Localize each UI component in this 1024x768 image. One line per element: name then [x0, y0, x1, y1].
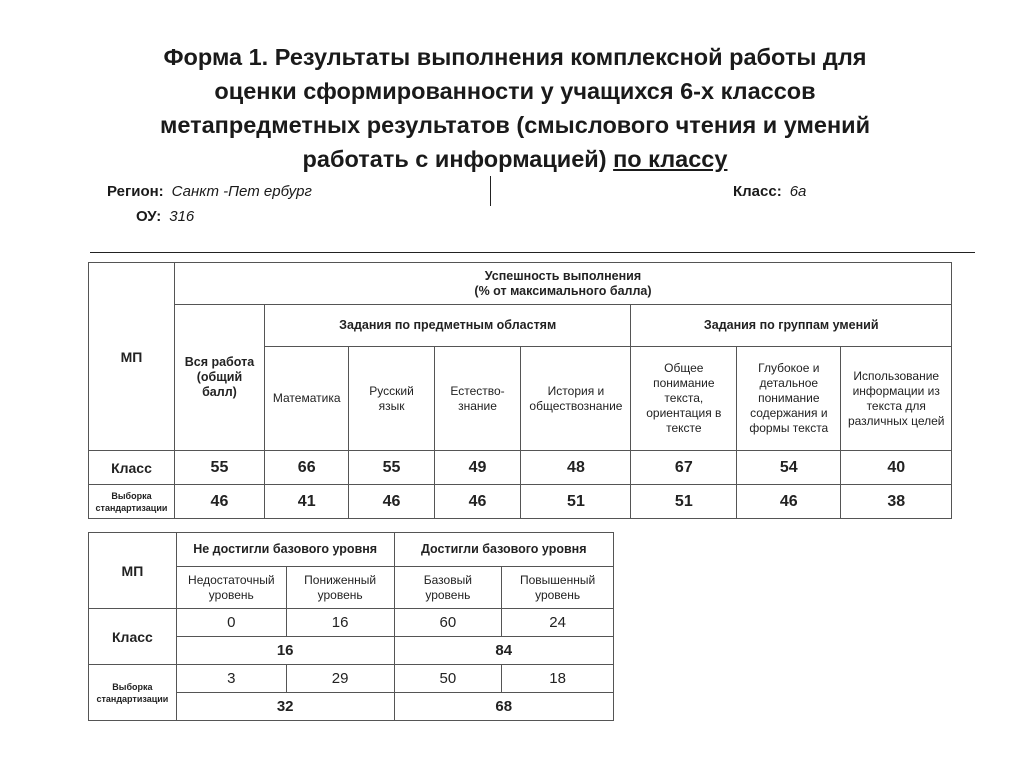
cell-value: 54 [737, 451, 841, 485]
mp-header: МП [89, 533, 177, 609]
cell-value: 38 [841, 485, 952, 519]
cell-value: 40 [841, 451, 952, 485]
table-row [89, 451, 952, 485]
title-line-1: Форма 1. Результаты выполнения комплексной работы для [163, 44, 867, 70]
region-value: Санкт -Пет ербург [171, 183, 312, 200]
cell-value: 55 [174, 451, 264, 485]
cell-value: 46 [737, 485, 841, 519]
cell-value: 46 [174, 485, 264, 519]
mp-header: МП [89, 263, 175, 451]
cell-value: 50 [394, 665, 502, 693]
row-label: Класс [89, 609, 177, 665]
row-label: Класс [89, 451, 175, 485]
reached-header: Достигли базового уровня [394, 533, 614, 567]
title-line-4 [90, 142, 940, 176]
cell-value: 0 [176, 609, 286, 637]
meta-divider [490, 176, 491, 206]
level-header: Базовый уровень [394, 567, 502, 609]
title-line-2: оценки сформированности у учащихся 6-х классов [214, 78, 816, 104]
cell-value: 46 [434, 485, 521, 519]
cell-value: 60 [394, 609, 502, 637]
cell-value: 51 [631, 485, 737, 519]
skills-tasks-header: Задания по группам умений [631, 305, 952, 347]
ou-value: 316 [169, 208, 195, 225]
class-field [733, 183, 806, 200]
level-table [88, 532, 614, 721]
col-header: Естество-знание [434, 347, 521, 451]
cell-value: 66 [264, 451, 349, 485]
subject-tasks-header: Задания по предметным областям [264, 305, 631, 347]
col-header: Общее понимание текста, ориентация в тексте [631, 347, 737, 451]
level-header: Повышенный уровень [502, 567, 614, 609]
col-header: Использование информации из текста для различных целей [841, 347, 952, 451]
col-header: История и обществознание [521, 347, 631, 451]
whole-work-header: Вся работа (общий балл) [174, 305, 264, 451]
cell-value: 3 [176, 665, 286, 693]
ou-label: ОУ: [136, 208, 162, 225]
level-header: Недостаточный уровень [176, 567, 286, 609]
document-title [90, 40, 940, 176]
region-label: Регион: [107, 183, 164, 200]
title-line-3: метапредметных результатов (смыслового чтения и умений [159, 112, 871, 138]
total-value: 84 [394, 637, 614, 665]
success-header-sub: (% от максимального балла) [474, 283, 652, 298]
total-value: 32 [176, 693, 394, 721]
title-line-4-main: работать с информацией) [302, 146, 607, 172]
table-row [89, 485, 952, 519]
row-label: Выборка стандартизации [89, 485, 175, 519]
cell-value: 16 [286, 609, 394, 637]
cell-value: 29 [286, 665, 394, 693]
total-value: 68 [394, 693, 614, 721]
table-row [89, 609, 614, 637]
cell-value: 24 [502, 609, 614, 637]
col-header: Глубокое и детальное понимание содержания и формы текста [737, 347, 841, 451]
level-header: Пониженный уровень [286, 567, 394, 609]
header-rule [90, 252, 975, 253]
cell-value: 46 [349, 485, 434, 519]
not-reached-header: Не достигли базового уровня [176, 533, 394, 567]
cell-value: 41 [264, 485, 349, 519]
table-row [89, 665, 614, 693]
cell-value: 67 [631, 451, 737, 485]
title-line-4-underlined: по классу [613, 146, 728, 172]
row-label: Выборка стандартизации [89, 665, 177, 721]
cell-value: 51 [521, 485, 631, 519]
cell-value: 49 [434, 451, 521, 485]
ou-field [136, 208, 194, 225]
cell-value: 55 [349, 451, 434, 485]
class-value: 6а [789, 183, 807, 200]
cell-value: 48 [521, 451, 631, 485]
success-table [88, 262, 952, 519]
col-header: Русский язык [349, 347, 434, 451]
col-header: Математика [264, 347, 349, 451]
success-header-title: Успешность выполнения [484, 268, 642, 283]
success-header [174, 263, 951, 305]
class-label: Класс: [733, 183, 782, 200]
region-field [107, 183, 312, 200]
cell-value: 18 [502, 665, 614, 693]
total-value: 16 [176, 637, 394, 665]
